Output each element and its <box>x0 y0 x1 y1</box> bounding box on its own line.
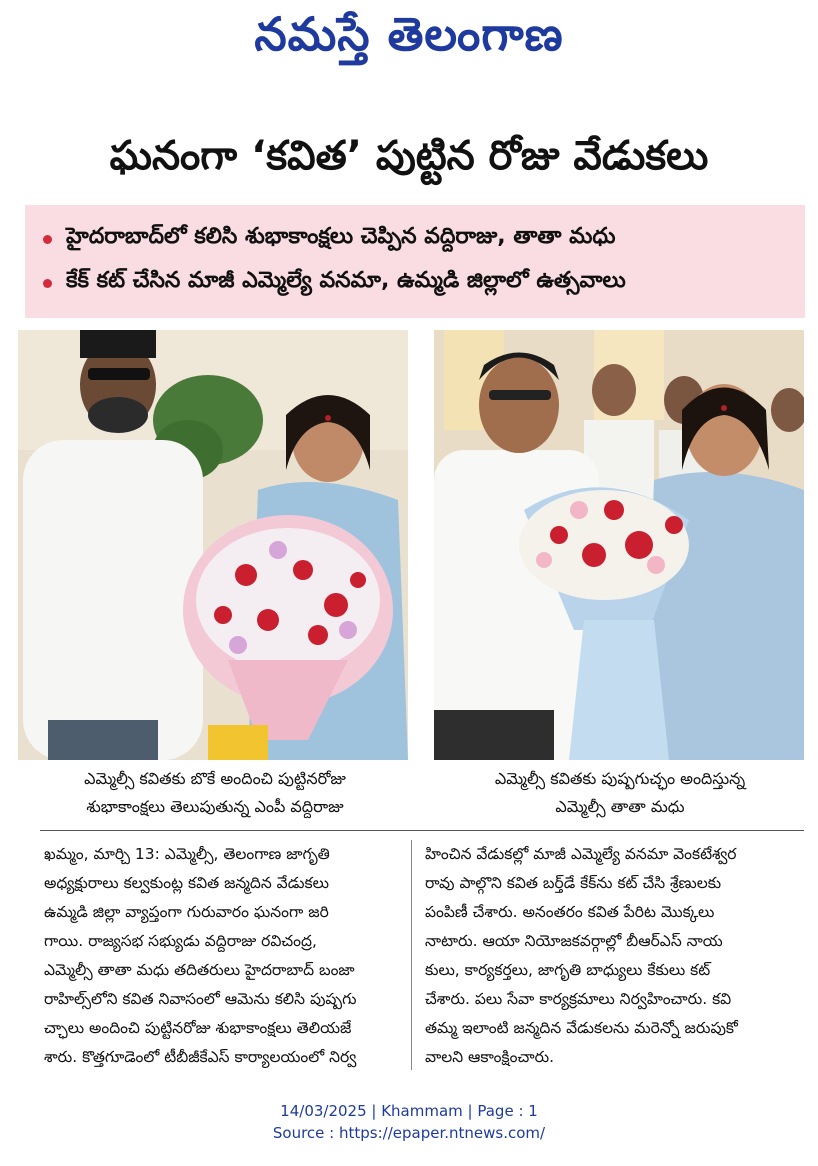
bullet-icon <box>43 279 52 288</box>
caption-line: శుభాకాంక్షలు తెలుపుతున్న ఎంపీ వద్దిరాజు <box>86 797 344 816</box>
article-line: ఎమ్మెల్సీ తాతా మధు తదితరులు హైదరాబాద్ బంజా <box>44 961 355 979</box>
bullet-icon <box>43 235 52 244</box>
article-line: చేశారు. పలు సేవా కార్యక్రమాలు నిర్వహించారు. కవి <box>425 990 732 1008</box>
highlight-item <box>43 217 787 261</box>
masthead-title: నమస్తే తెలంగాణ <box>254 7 564 61</box>
footer-source[interactable]: Source : https://epaper.ntnews.com/ <box>272 1124 546 1142</box>
article-line: తమ్మ ఇలాంటి జన్మదిన వేడుకలను మరెన్నో జరుపుకో <box>425 1019 738 1037</box>
article-line: అధ్యక్షురాలు కల్వకుంట్ల కవిత జన్మదిన వేడుకలు <box>44 874 329 892</box>
caption-line: ఎమ్మెల్సీ కవితకు పుష్పగుచ్ఛం అందిస్తున్న <box>494 769 746 788</box>
article-column-left <box>44 840 399 1072</box>
caption-left <box>40 765 390 821</box>
photo-left <box>18 330 408 760</box>
article-line: రాహిల్స్‌లోని కవిత నివాసంలో ఆమెను కలిసి పుష్పగు <box>44 990 357 1008</box>
caption-right <box>460 765 780 821</box>
footer-date-page: 14/03/2025 | Khammam | Page : 1 <box>280 1102 538 1120</box>
article-line: కులు, కార్యకర్తలు, జాగృతి బాధ్యులు కేకులు కట్ <box>425 961 711 979</box>
column-rule <box>411 840 412 1070</box>
highlight-text: హైదరాబాద్‌లో కలిసి శుభాకాంక్షలు చెప్పిన వద్దిరాజు, తాతా మధు <box>66 224 616 249</box>
article-line: శారు. కొత్తగూడెంలో టీబీజీకేఎస్ కార్యాలయంలో నిర్వ <box>44 1048 357 1066</box>
footer <box>0 1100 818 1144</box>
highlight-text: కేక్ కట్ చేసిన మాజీ ఎమ్మెల్యే వనమా, ఉమ్మడి జిల్లాలో ఉత్సవాలు <box>66 268 626 293</box>
article-line: వాలని ఆకాంక్షించారు. <box>425 1048 555 1066</box>
photo-right <box>434 330 804 760</box>
article-line: నాటారు. ఆయా నియోజకవర్గాల్లో బీఆర్ఎస్ నాయ <box>425 932 723 950</box>
article-line: ఉమ్మడి జిల్లా వ్యాప్తంగా గురువారం ఘనంగా జరి <box>44 903 329 921</box>
masthead <box>0 0 818 80</box>
highlight-item <box>43 261 787 305</box>
article-line: హించిన వేడుకల్లో మాజీ ఎమ్మెల్యే వనమా వెంకటేశ్వర <box>425 845 737 863</box>
article-line: గాయి. రాజ్యసభ సభ్యుడు వద్దిరాజు రవిచంద్ర, <box>44 932 317 950</box>
caption-line: ఎమ్మెల్సీ తాతా మధు <box>555 797 685 816</box>
article-line: పంపిణీ చేశారు. అనంతరం కవిత పేరిట మొక్కలు <box>425 903 715 921</box>
article-line: రావు పాల్గొని కవిత బర్త్‌డే కేక్‌ను కట్ చేసి శ్రేణులకు <box>425 874 722 892</box>
article-line: చ్ఛాలు అందించి పుట్టినరోజు శుభాకాంక్షలు తెలియజే <box>44 1019 352 1037</box>
caption-line: ఎమ్మెల్సీ కవితకు బొకే అందించి పుట్టినరోజు <box>84 769 346 788</box>
headline: ఘనంగా ‘కవిత’ పుట్టిన రోజు వేడుకలు <box>109 133 709 179</box>
highlights-box <box>25 205 805 318</box>
article-column-right <box>425 840 785 1072</box>
article-line: ఖమ్మం, మార్చి 13: ఎమ్మెల్సీ, తెలంగాణ జాగృతి <box>44 845 330 863</box>
divider <box>40 830 804 831</box>
